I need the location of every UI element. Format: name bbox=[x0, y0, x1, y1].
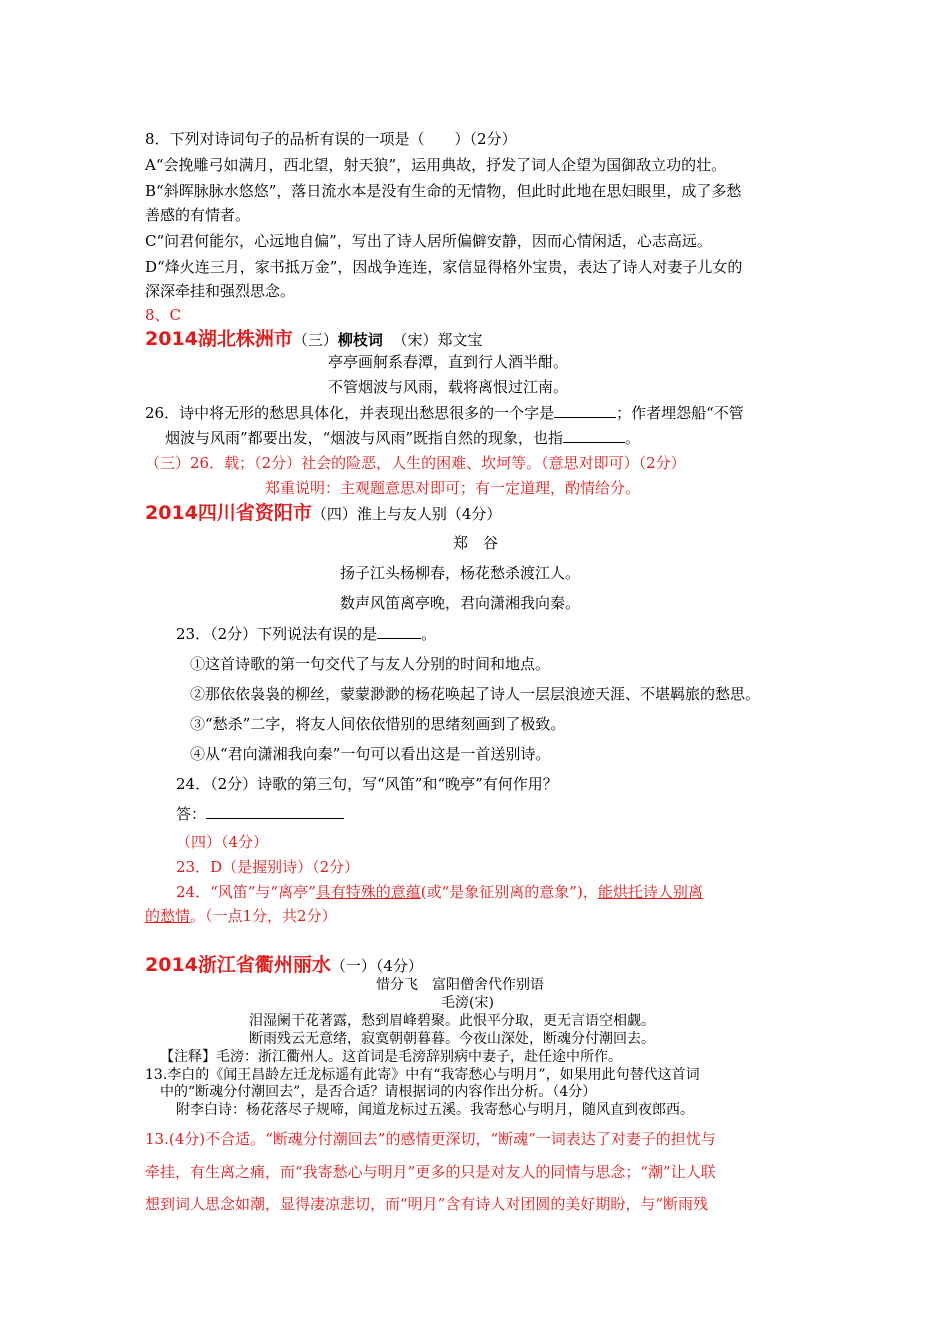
poem-author: 郑 谷 bbox=[453, 534, 499, 552]
poem-author: 毛滂(宋) bbox=[441, 995, 494, 1011]
poem-line-2: 数声风笛离亭晚，君向潇湘我向秦。 bbox=[340, 594, 581, 612]
q26-text-c: 烟波与风雨”都要出发，“烟波与风雨”既指自然的现象，也指 bbox=[165, 429, 564, 447]
answer-point-2-cont: 的愁情 bbox=[145, 907, 191, 925]
answer-text: 。（一点1分，共2分） bbox=[190, 907, 337, 925]
answer-blank[interactable] bbox=[206, 804, 344, 819]
q23-option-4: ④从“君向潇湘我向秦”一句可以看出这是一首送别诗。 bbox=[190, 745, 551, 763]
poem-author: （宋）郑文宝 bbox=[392, 331, 483, 349]
q8-option-b-line1: B“斜晖脉脉水悠悠”，落日流水本是没有生命的无情物，但此时此地在思妇眼里，成了多愁 bbox=[145, 182, 742, 200]
poem-line-1: 扬子江头杨柳春，杨花愁杀渡江人。 bbox=[340, 564, 581, 582]
poem-line-2: 不管烟波与风雨，载将离恨过江南。 bbox=[328, 378, 569, 396]
q13-answer-line2: 牵挂，有生离之痛，而“我寄愁心与明月”更多的只是对友人的同情与思念；“潮”让人联 bbox=[145, 1163, 716, 1181]
q8-option-d-line2: 深深牵挂和强烈思念。 bbox=[145, 282, 296, 300]
heading-text: 2014湖北株洲市 bbox=[145, 328, 293, 350]
q26-line2 bbox=[165, 428, 640, 448]
q13-answer-line1: 13.(4分)不合适。“断魂分付潮回去”的感情更深切，“断魂”一词表达了对妻子的担忧与 bbox=[145, 1130, 716, 1148]
answer-blank[interactable] bbox=[563, 428, 625, 443]
q23-stem bbox=[176, 624, 436, 644]
q24-answer-line bbox=[176, 804, 344, 824]
poem-title: 惜分飞 富阳僧舍代作别语 bbox=[376, 977, 544, 993]
heading-text: 2014浙江省衢州丽水 bbox=[145, 954, 331, 976]
q13-answer-line3: 想到词人思念如潮，显得凄凉悲切，而“明月”含有诗人对团圆的美好期盼，与“断雨残 bbox=[145, 1195, 709, 1213]
appendix-poem: 附李白诗：杨花落尽子规啼，闻道龙标过五溪。我寄愁心与明月，随风直到夜郎西。 bbox=[176, 1102, 694, 1118]
grading-note: 郑重说明：主观题意思对即可；有一定道理，酌情给分。 bbox=[265, 479, 641, 497]
q8-option-a: A“会挽雕弓如满月，西北望，射天狼”，运用典故，抒发了词人企望为国御敌立功的壮。 bbox=[145, 156, 727, 174]
answer-point-2: 能烘托诗人别离 bbox=[597, 883, 703, 901]
section-label: （四）淮上与友人别（4分） bbox=[311, 505, 502, 523]
q8-option-c: C“问君何能尔，心远地自偏”，写出了诗人居所偏僻安静，因而心情闲适，心志高远。 bbox=[145, 232, 712, 250]
q8-option-d-line1: D“烽火连三月，家书抵万金”，因战争连连，家信显得格外宝贵，表达了诗人对妻子儿女的 bbox=[145, 258, 743, 276]
q26-text-a: 26．诗中将无形的愁思具体化，并表现出愁思很多的一个字是 bbox=[145, 404, 555, 422]
q24-answer-line1 bbox=[176, 882, 703, 902]
answer-section-head: （四）（4分） bbox=[176, 833, 269, 851]
q24-stem: 24．（2分）诗歌的第三句，写“风笛”和“晚亭”有何作用？ bbox=[176, 775, 558, 793]
q8-stem: 8．下列对诗词句子的品析有误的一项是（ ）（2分） bbox=[145, 130, 517, 148]
annotation-note: 【注释】毛滂：浙江衢州人。这首词是毛滂辞别病中妻子，赴任途中所作。 bbox=[160, 1049, 622, 1065]
heading-text: 2014四川省资阳市 bbox=[145, 502, 312, 524]
q23-answer: 23．D（是握别诗）（2分） bbox=[176, 858, 360, 876]
answer-label: 答： bbox=[176, 805, 207, 823]
q23-text: 23．（2分）下列说法有误的是 bbox=[176, 625, 378, 643]
section-label: （三） bbox=[292, 331, 338, 349]
poem-line-1: 泪湿阑干花著露，愁到眉峰碧聚。此恨平分取，更无言语空相觑。 bbox=[249, 1013, 655, 1029]
q23-option-1: ①这首诗歌的第一句交代了与友人分别的时间和地点。 bbox=[190, 655, 551, 673]
q26-text-d: 。 bbox=[625, 429, 641, 447]
q24-answer-line2 bbox=[145, 906, 337, 926]
q8-answer: 8、C bbox=[145, 306, 182, 324]
poem-line-2: 断雨残云无意绪，寂寞朝朝暮暮。今夜山深处，断魂分付潮回去。 bbox=[249, 1031, 655, 1047]
q8-option-b-line2: 善感的有情者。 bbox=[145, 206, 251, 224]
q13-line1: 13.李白的《闻王昌龄左迁龙标遥有此寄》中有“我寄愁心与明月”，如果用此句替代这首词 bbox=[145, 1067, 700, 1083]
q26-answer: （三）26．载；（2分）社会的险恶，人生的困难、坎坷等。（意思对即可）（2分） bbox=[145, 454, 686, 472]
q23-end: 。 bbox=[421, 625, 437, 643]
q26-line1 bbox=[145, 403, 744, 423]
answer-text: 24．“风笛”与“离亭” bbox=[176, 883, 316, 901]
section-heading-ziyang bbox=[145, 501, 501, 526]
answer-point-1: 具有特殊的意蕴 bbox=[315, 883, 421, 901]
poem-title: 柳枝词 bbox=[337, 331, 383, 349]
q13-line2: 中的“断魂分付潮回去”，是否合适？请根据词的内容作出分析。（4分） bbox=[160, 1084, 597, 1100]
section-heading-quzhou bbox=[145, 953, 423, 978]
q26-text-b: ；作者埋怨船“不管 bbox=[616, 404, 744, 422]
q23-option-3: ③“愁杀”二字，将友人间依依惜别的思绪刻画到了极致。 bbox=[190, 715, 566, 733]
answer-blank[interactable] bbox=[377, 624, 421, 639]
section-label: （一）（4分） bbox=[330, 957, 423, 975]
q23-option-2: ②那依依袅袅的柳丝，蒙蒙渺渺的杨花唤起了诗人一层层浪迹天涯、不堪羁旅的愁思。 bbox=[190, 685, 761, 703]
section-heading-zhuzhou bbox=[145, 327, 482, 352]
poem-line-1: 亭亭画舸系春潭，直到行人酒半酣。 bbox=[328, 353, 569, 371]
answer-text: (或“是象征别离的意象”)， bbox=[420, 883, 598, 901]
answer-blank[interactable] bbox=[554, 403, 616, 418]
